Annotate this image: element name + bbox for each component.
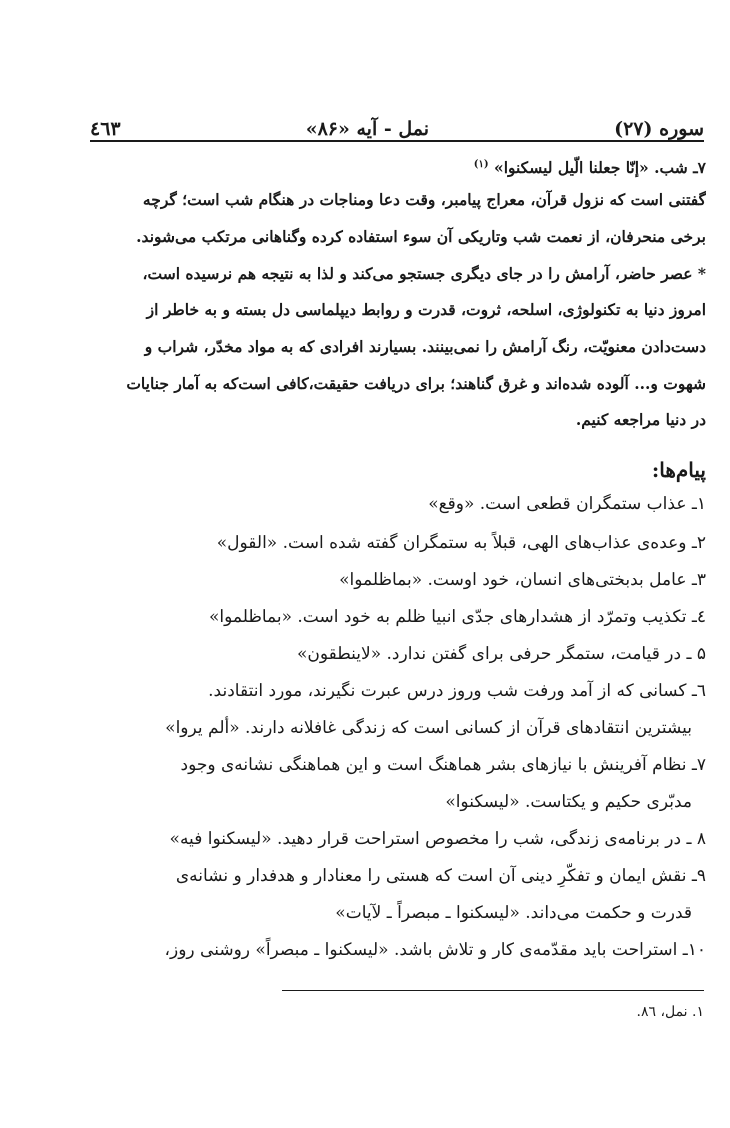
footnote-divider xyxy=(282,990,704,991)
footnote-marker: (۱) xyxy=(473,159,489,170)
header-divider xyxy=(90,140,704,142)
message-line: ۳ـ عامل بدبختی‌های انسان، خود اوست. «بماظلموا» xyxy=(339,570,706,590)
commentary-line: دست‌دادن معنویّت، رنگ آرامش را نمی‌بینند. بسیارند افرادی که به مواد مخدّر، شراب و xyxy=(144,337,706,356)
surah-label: سوره (۲۷) xyxy=(614,118,704,140)
verse-title: نمل - آیه «۸۶» xyxy=(305,118,430,140)
message-line: ٤ـ تکذیب وتمرّد از هشدارهای جدّی انبیا ظلم به خود است. «بماظلموا» xyxy=(208,607,706,627)
commentary-line: گفتنی است که نزول قرآن، معراج پیامبر، وقت دعا ومناجات در هنگام شب است؛ گرچه xyxy=(142,190,706,209)
message-line: ۵ ـ در قیامت، ستمگر حرفی برای گفتن ندارد. «لاینطقون» xyxy=(296,644,706,664)
message-line: مدبّری حکیم و یکتاست. «لیسکنوا» xyxy=(445,792,692,812)
commentary-line: امروز دنیا به تکنولوژی، اسلحه، ثروت، قدرت و روابط دیپلماسی دل بسته و به خاطر از xyxy=(146,300,706,319)
message-line: ٦ـ کسانی که از آمد ورفت شب وروز درس عبرت نگیرند، مورد انتقادند. xyxy=(208,681,706,701)
commentary-line: شهوت و... آلوده شده‌اند و غرق گناهند؛ برای دریافت حقیقت،کافی است‌که به آمار جنایات xyxy=(126,374,706,393)
commentary-line: * عصر حاضر، آرامش را در جای دیگری جستجو می‌کند و لذا به نتیجه هم نرسیده است، xyxy=(142,264,706,283)
message-line: ۱ـ عذاب ستمگران قطعی است. «وقع» xyxy=(428,494,706,514)
running-header xyxy=(90,106,704,140)
message-line: ۱۰ـ استراحت باید مقدّمه‌ی کار و تلاش باشد. «لیسکنوا ـ مبصراً» روشنی روز، xyxy=(164,940,706,960)
footnote: ۱. نمل، ۸٦. xyxy=(636,1004,704,1020)
commentary-line: برخی منحرفان، از نعمت شب وتاریکی آن سوء استفاده کرده وگناهانی مرتکب می‌شوند. xyxy=(136,227,706,246)
message-line: ۹ـ نقش ایمان و تفکّرِ دینی آن است که هستی را معنادار و هدفدار و نشانه‌ی xyxy=(175,866,706,886)
message-line: قدرت و حکمت می‌داند. «لیسکنوا ـ مبصراً ـ لآیات» xyxy=(335,903,692,923)
messages-title: پیام‌ها: xyxy=(651,458,706,482)
message-line: بیشترین انتقادهای قرآن از کسانی است که زندگی غافلانه دارند. «ألم یروا» xyxy=(165,718,692,738)
message-line: ۷ـ نظام آفرینش با نیازهای بشر هماهنگ است و این هماهنگی نشانه‌ی وجود xyxy=(180,755,706,775)
message-line: ۸ ـ در برنامه‌ی زندگی، شب را مخصوص استراحت قرار دهید. «لیسکنوا فیه» xyxy=(169,829,706,849)
point-heading xyxy=(88,150,706,180)
commentary-line: در دنیا مراجعه کنیم. xyxy=(575,410,706,429)
message-line: ۲ـ وعده‌ی عذاب‌های الهی، قبلاً به ستمگران گفته شده است. «القول» xyxy=(216,533,706,553)
point-heading-text: ۷ـ شب. «إنّا جعلنا الّیل لیسکنوا» xyxy=(494,158,706,178)
page-number: ٤٦٣ xyxy=(90,118,121,140)
